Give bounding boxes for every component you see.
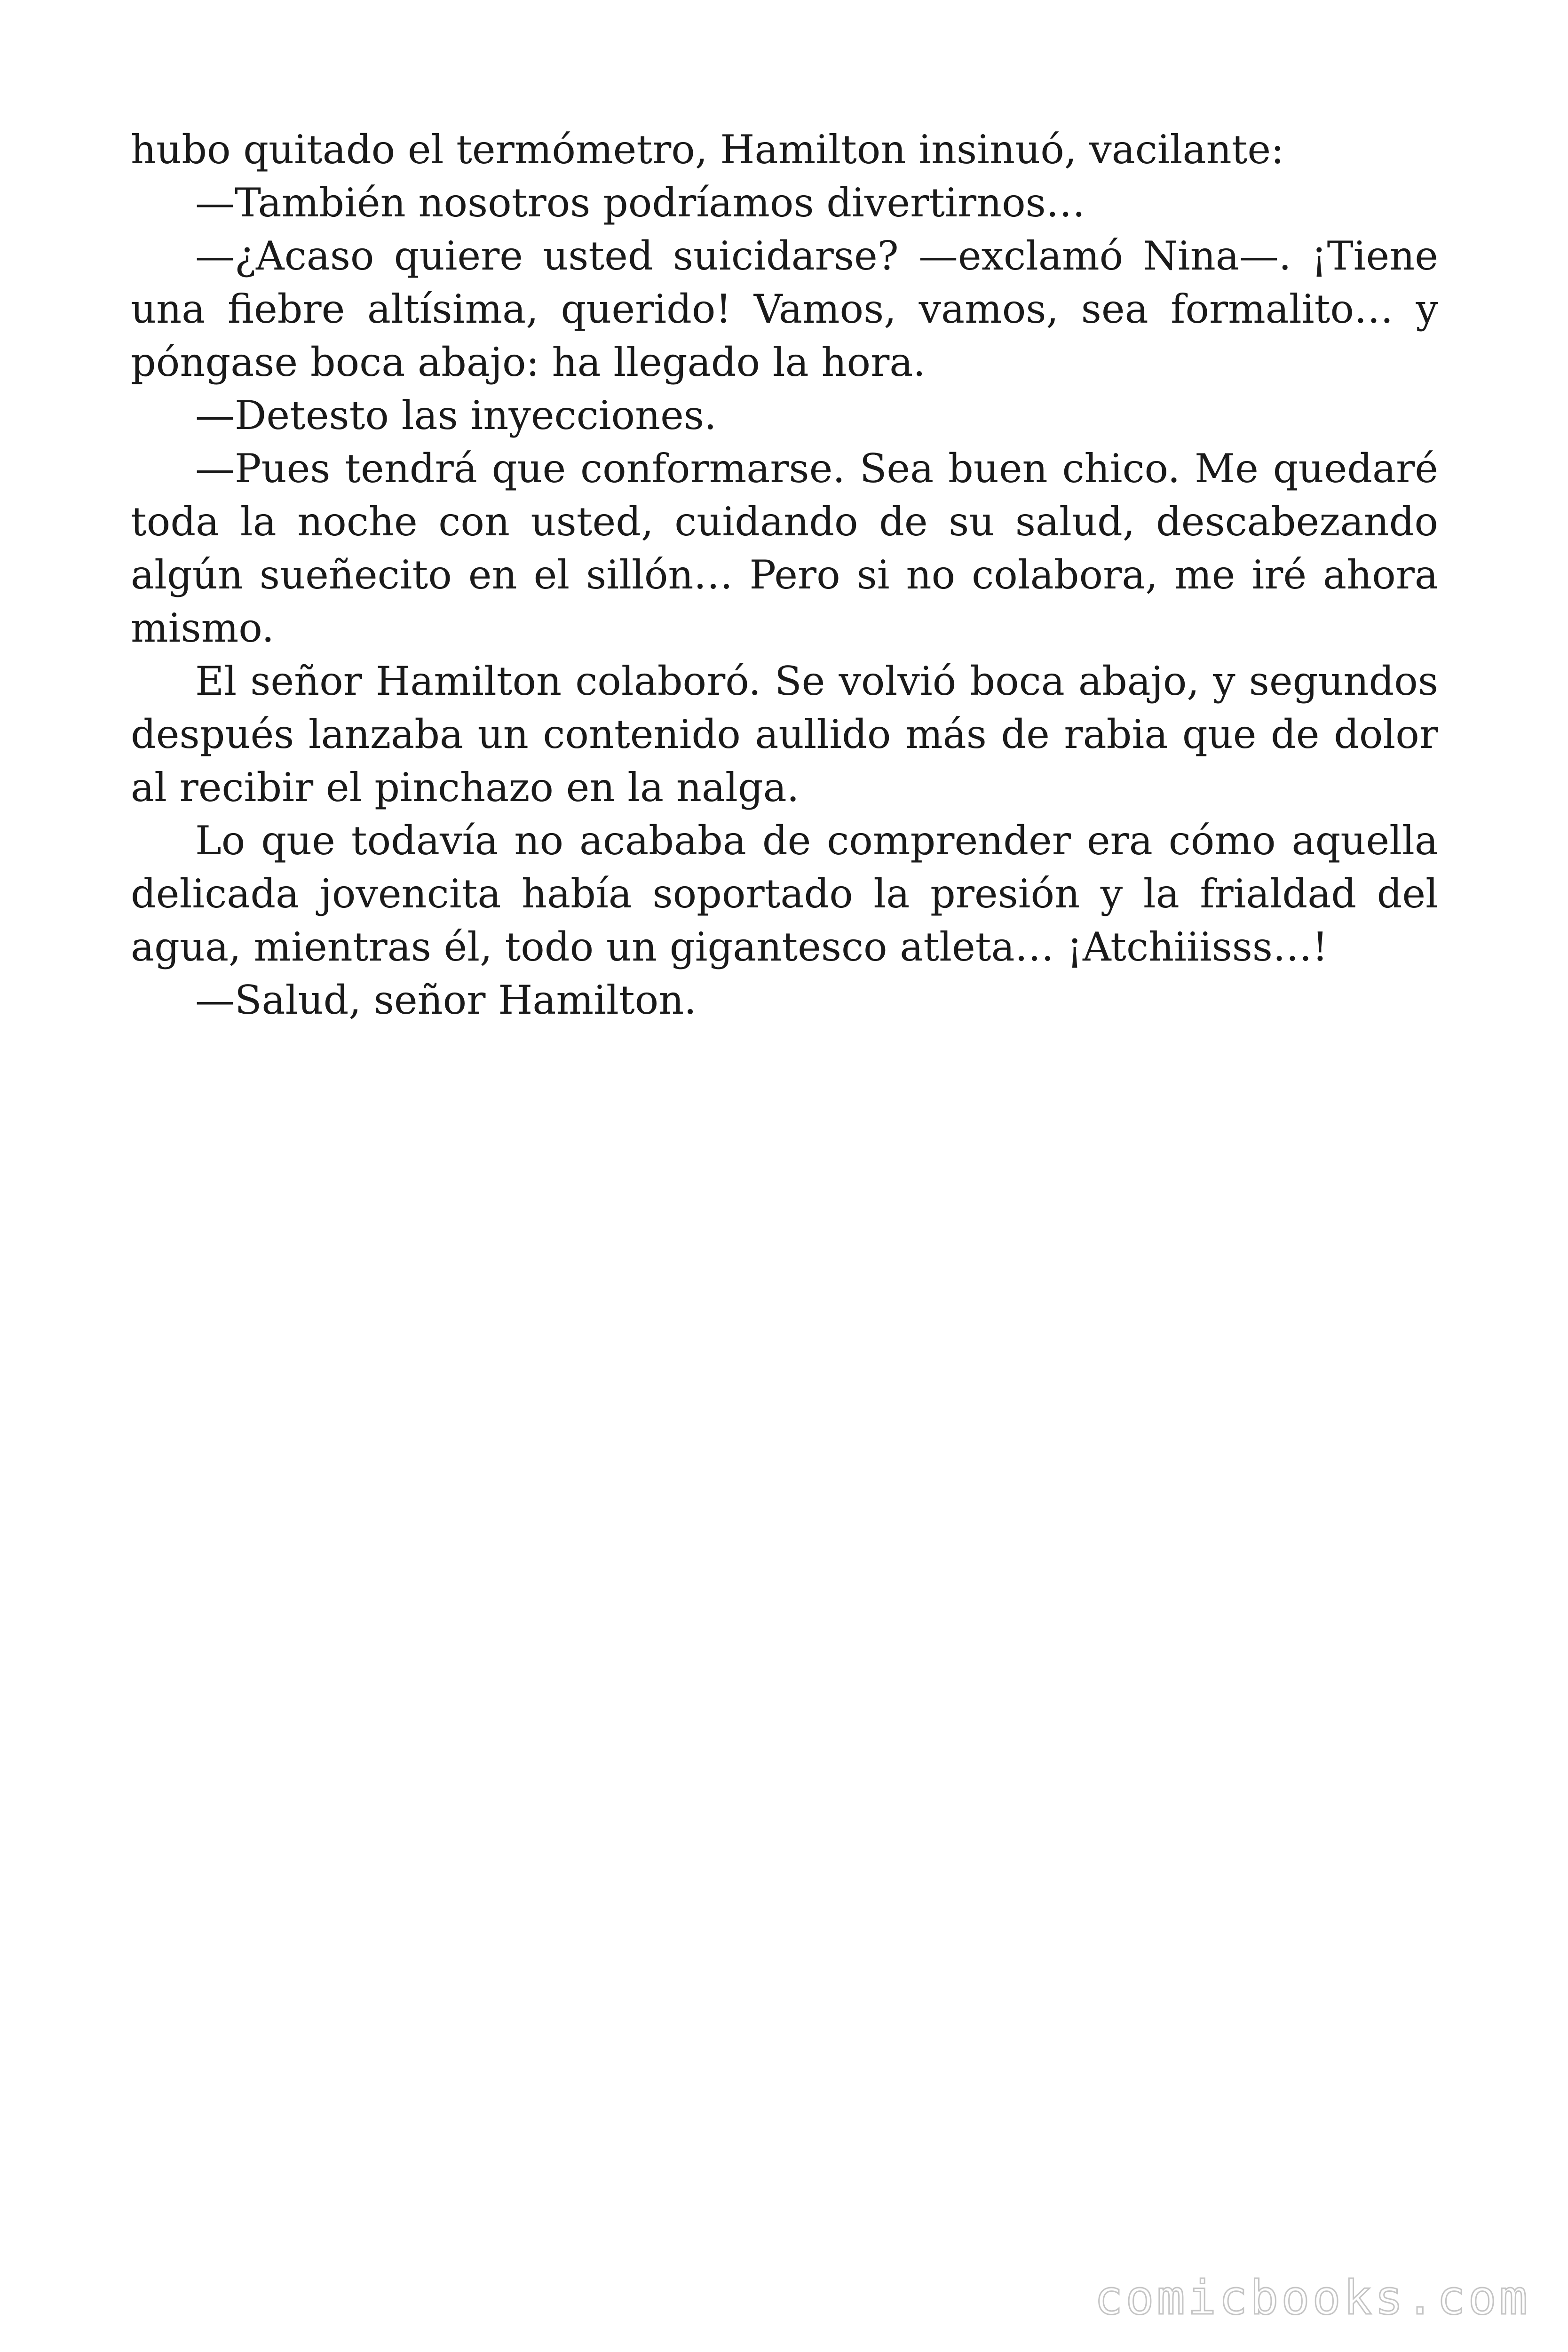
paragraph: —También nosotros podríamos divertirnos…	[195, 180, 1085, 226]
paragraph: Lo que todavía no acababa de comprender era cómo aquella delicada jovencita había soportado la presión y la frialdad del agua, mientras él, todo un gigantesco atleta… ¡Atchiiisss…!	[131, 818, 1438, 970]
paragraph: —Detesto las inyecciones.	[195, 392, 717, 438]
body-text	[131, 123, 1438, 1027]
paragraph: hubo quitado el termómetro, Hamilton insinuó, vacilante:	[131, 127, 1284, 173]
paragraph: —Pues tendrá que conformarse. Sea buen chico. Me quedaré toda la noche con usted, cuidando de su salud, descabezando algún sueñecito en el sillón… Pero si no colabora, me iré ahora mismo.	[131, 445, 1438, 651]
paragraph: —¿Acaso quiere usted suicidarse? —exclamó Nina—. ¡Tiene una fiebre altísima, querido! Vamos, vamos, sea formalito… y póngase boca abajo: ha llegado la hora.	[131, 233, 1438, 385]
watermark: comicbooks.com	[1094, 2270, 1530, 2325]
paragraph: El señor Hamilton colaboró. Se volvió boca abajo, y segundos después lanzaba un contenido aullido más de rabia que de dolor al recibir el pinchazo en la nalga.	[131, 658, 1438, 810]
paragraph: —Salud, señor Hamilton.	[195, 977, 697, 1023]
